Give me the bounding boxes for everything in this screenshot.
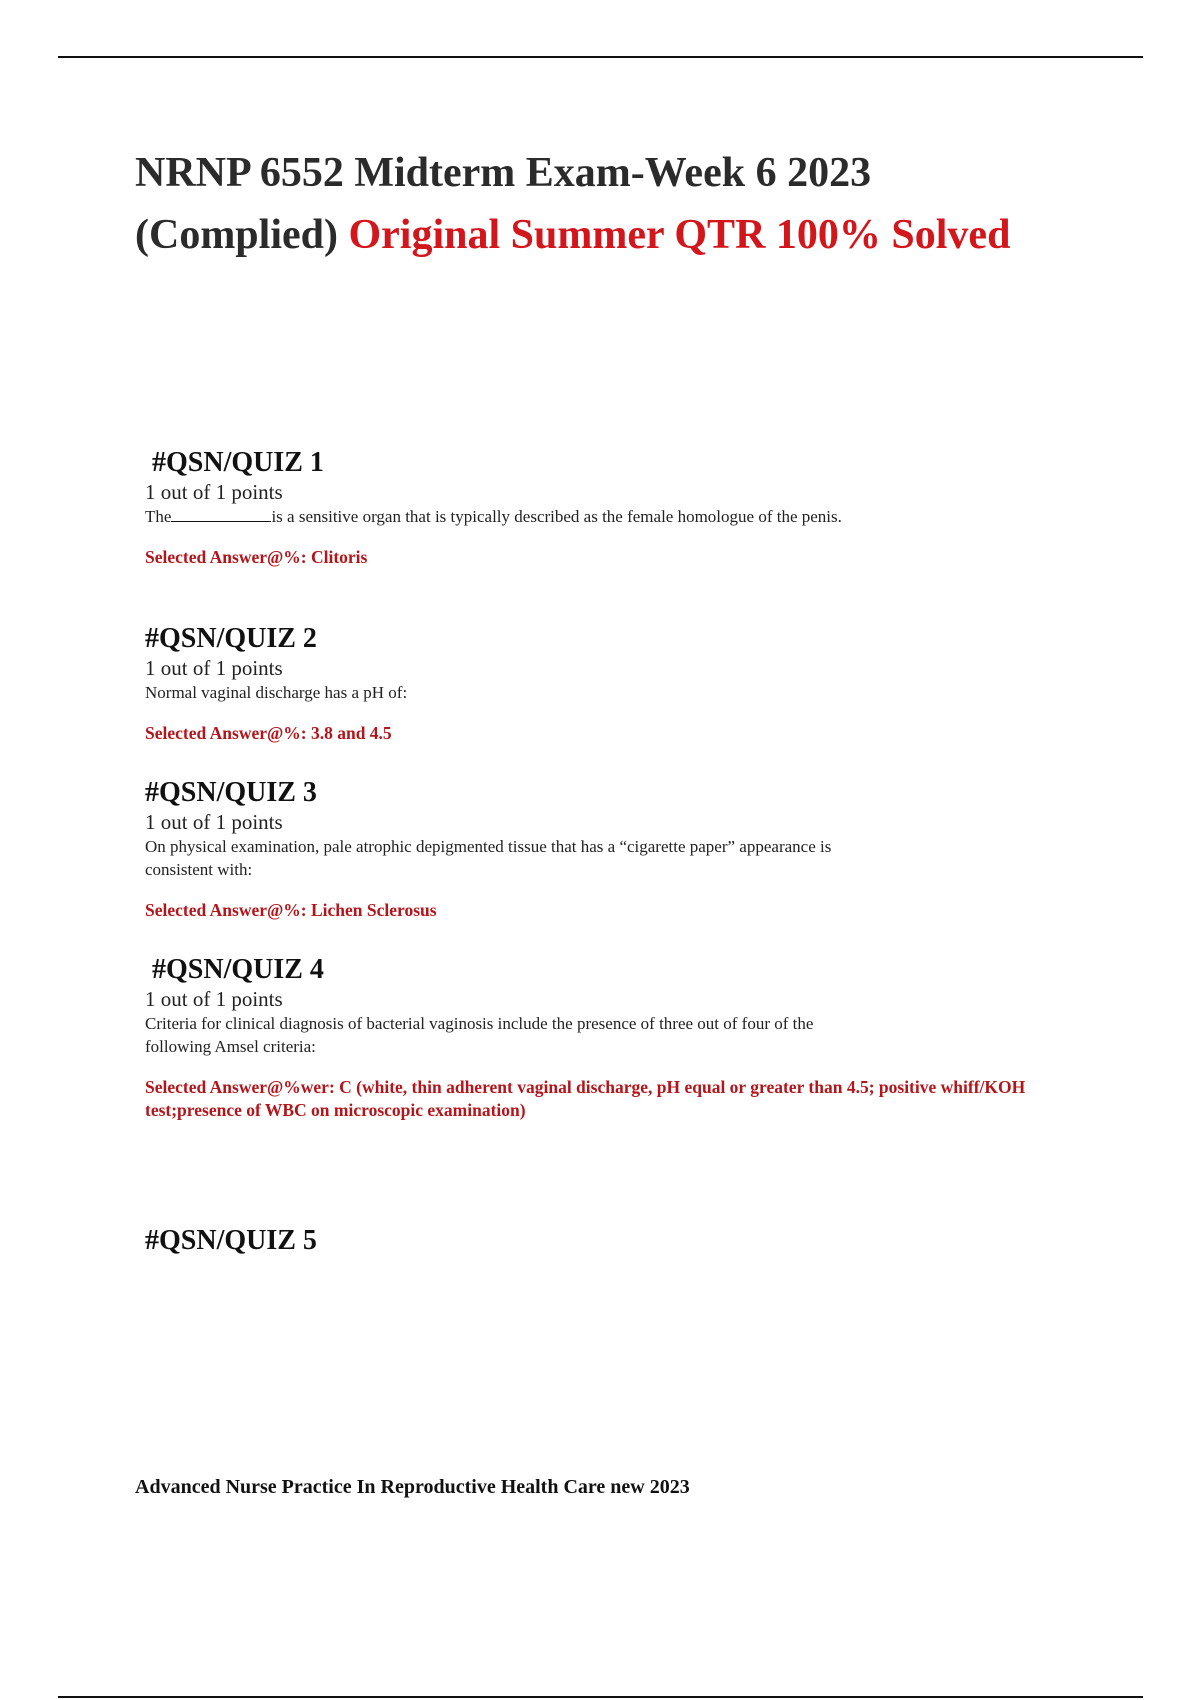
quiz-question: Normal vaginal discharge has a pH of: — [145, 683, 408, 702]
question-text-before: The — [145, 507, 172, 526]
quiz-question: On physical examination, pale atrophic depigmented tissue that has a “cigarette paper” appearance is consistent with: — [145, 837, 832, 879]
selected-answer: Selected Answer@%: 3.8 and 4.5 — [145, 723, 392, 743]
document-title — [135, 142, 1135, 266]
quiz-heading: #QSN/QUIZ 3 — [145, 777, 317, 808]
quiz-question: Criteria for clinical diagnosis of bacterial vaginosis include the presence of three out of four of the following Amsel criteria: — [145, 1014, 814, 1056]
quiz-block-1 — [145, 447, 1075, 569]
quiz-heading: #QSN/QUIZ 5 — [145, 1225, 317, 1256]
quiz-question — [145, 505, 875, 528]
footer-text: Advanced Nurse Practice In Reproductive Health Care new 2023 — [135, 1476, 690, 1498]
fill-in-blank — [171, 507, 271, 522]
quiz-block-3 — [145, 777, 1075, 922]
title-line2-red: Original Summer QTR 100% Solved — [348, 212, 1011, 258]
title-line1: NRNP 6552 Midterm Exam-Week 6 2023 — [135, 150, 872, 196]
selected-answer: Selected Answer@%: Lichen Sclerosus — [145, 900, 437, 920]
title-line2-black: (Complied) — [135, 212, 349, 258]
selected-answer: Selected Answer@%wer: C (white, thin adherent vaginal discharge, pH equal or greater than 4.5; positive whiff/KOH test;presence of WBC on microscopic examination) — [145, 1077, 1026, 1120]
quiz-heading: #QSN/QUIZ 4 — [152, 954, 324, 985]
selected-answer: Selected Answer@%: Clitoris — [145, 547, 368, 567]
quiz-heading: #QSN/QUIZ 1 — [152, 447, 324, 478]
quiz-points: 1 out of 1 points — [145, 810, 283, 834]
quiz-block-4 — [145, 954, 1075, 1122]
question-text-after: is a sensitive organ that is typically described as the female homologue of the penis. — [271, 507, 842, 526]
quiz-points: 1 out of 1 points — [145, 987, 283, 1011]
bottom-rule — [58, 1696, 1143, 1698]
quiz-points: 1 out of 1 points — [145, 480, 283, 504]
quiz-block-5 — [145, 1225, 1075, 1257]
quiz-heading: #QSN/QUIZ 2 — [145, 623, 317, 654]
quiz-block-2 — [145, 623, 1075, 745]
top-rule — [58, 56, 1143, 58]
quiz-points: 1 out of 1 points — [145, 656, 283, 680]
